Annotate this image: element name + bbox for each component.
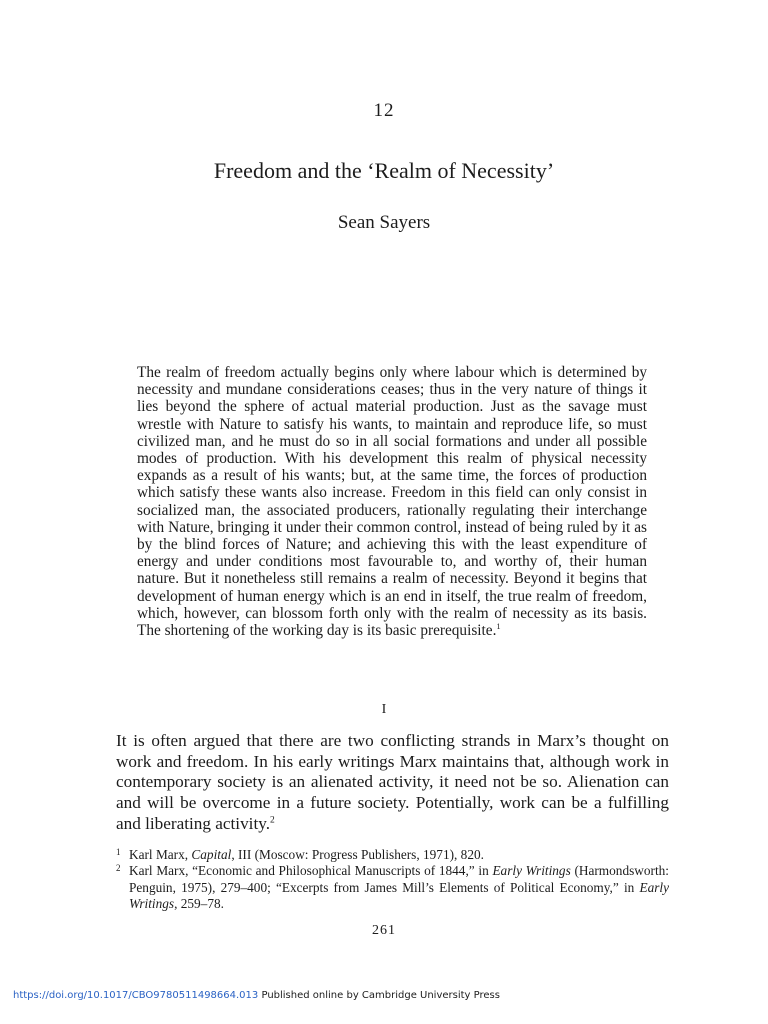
footnote-text: , III (Moscow: Progress Publishers, 1971), 820. <box>231 847 484 862</box>
epigraph-text: The realm of freedom actually begins only where labour which is determined by necessity and mundane considerations ceases; thus in the very nature of things it lies beyond the sphere of actual material production. Just as the savage must wrestle with Nature to satisfy his wants, to maintain and reproduce life, so must civilized man, and he must do so in all social formations and under all possible modes of production. With his development this realm of physical necessity expands as a result of his wants; but, at the same time, the forces of production which satisfy these wants also increase. Freedom in this field can only consist in socialized man, the associated producers, rationally regulating their interchange with Nature, bringing it under their common control, instead of being ruled by it as by the blind forces of Nature; and achieving this with the least expenditure of energy and under conditions most favourable to, and worthy of, their human nature. But it nonetheless still remains a realm of necessity. Beyond it begins that development of human energy which is an end in itself, the true realm of freedom, which, however, can blossom forth only with the realm of necessity as its basis. The shortening of the working day is its basic prerequisite. <box>137 364 647 640</box>
body-text: It is often argued that there are two conflicting strands in Marx’s thought on work and freedom. In his early writings Marx maintains that, although work in contemporary society is an alienated activity, it need not be so. Alienation can and will be overcome in a future society. Potentially, work can be a fulfilling and liberating activity. <box>116 731 669 833</box>
author-name: Sean Sayers <box>337 212 431 233</box>
footnote-1 <box>116 847 669 863</box>
publisher-text: Published online by Cambridge University Press <box>258 990 500 1001</box>
page-number: 261 <box>372 923 396 938</box>
footnote-marker: 1 <box>116 847 121 857</box>
chapter-number: 12 <box>373 100 395 121</box>
footnote-text: (Harmondsworth: Penguin, 1975), 279–400; “Excerpts from James Mill’s Elements of Political Economy,” in <box>129 863 669 895</box>
footnotes <box>116 847 669 913</box>
citation-line <box>13 990 500 1001</box>
footnote-italic-title: Capital <box>191 847 232 862</box>
footnote-reference-1[interactable]: 1 <box>496 621 501 631</box>
footnote-2 <box>116 863 669 912</box>
footnote-text: Karl Marx, <box>129 847 192 862</box>
doi-link[interactable]: https://doi.org/10.1017/CBO9780511498664.013 <box>13 990 259 1001</box>
footnote-text: , 259–78. <box>174 896 224 912</box>
body-paragraph <box>116 731 669 835</box>
footnote-marker: 2 <box>116 863 121 874</box>
footnote-reference-2[interactable]: 2 <box>270 815 275 826</box>
footnote-text: Karl Marx, “Economic and Philosophical Manuscripts of 1844,” in <box>129 863 493 879</box>
section-number: I <box>381 702 387 717</box>
chapter-title: Freedom and the ‘Realm of Necessity’ <box>213 158 555 183</box>
footnote-italic-title: Early Writings <box>492 863 571 879</box>
footnote-italic-title: Early Writings <box>129 879 669 912</box>
epigraph-block <box>137 364 647 639</box>
